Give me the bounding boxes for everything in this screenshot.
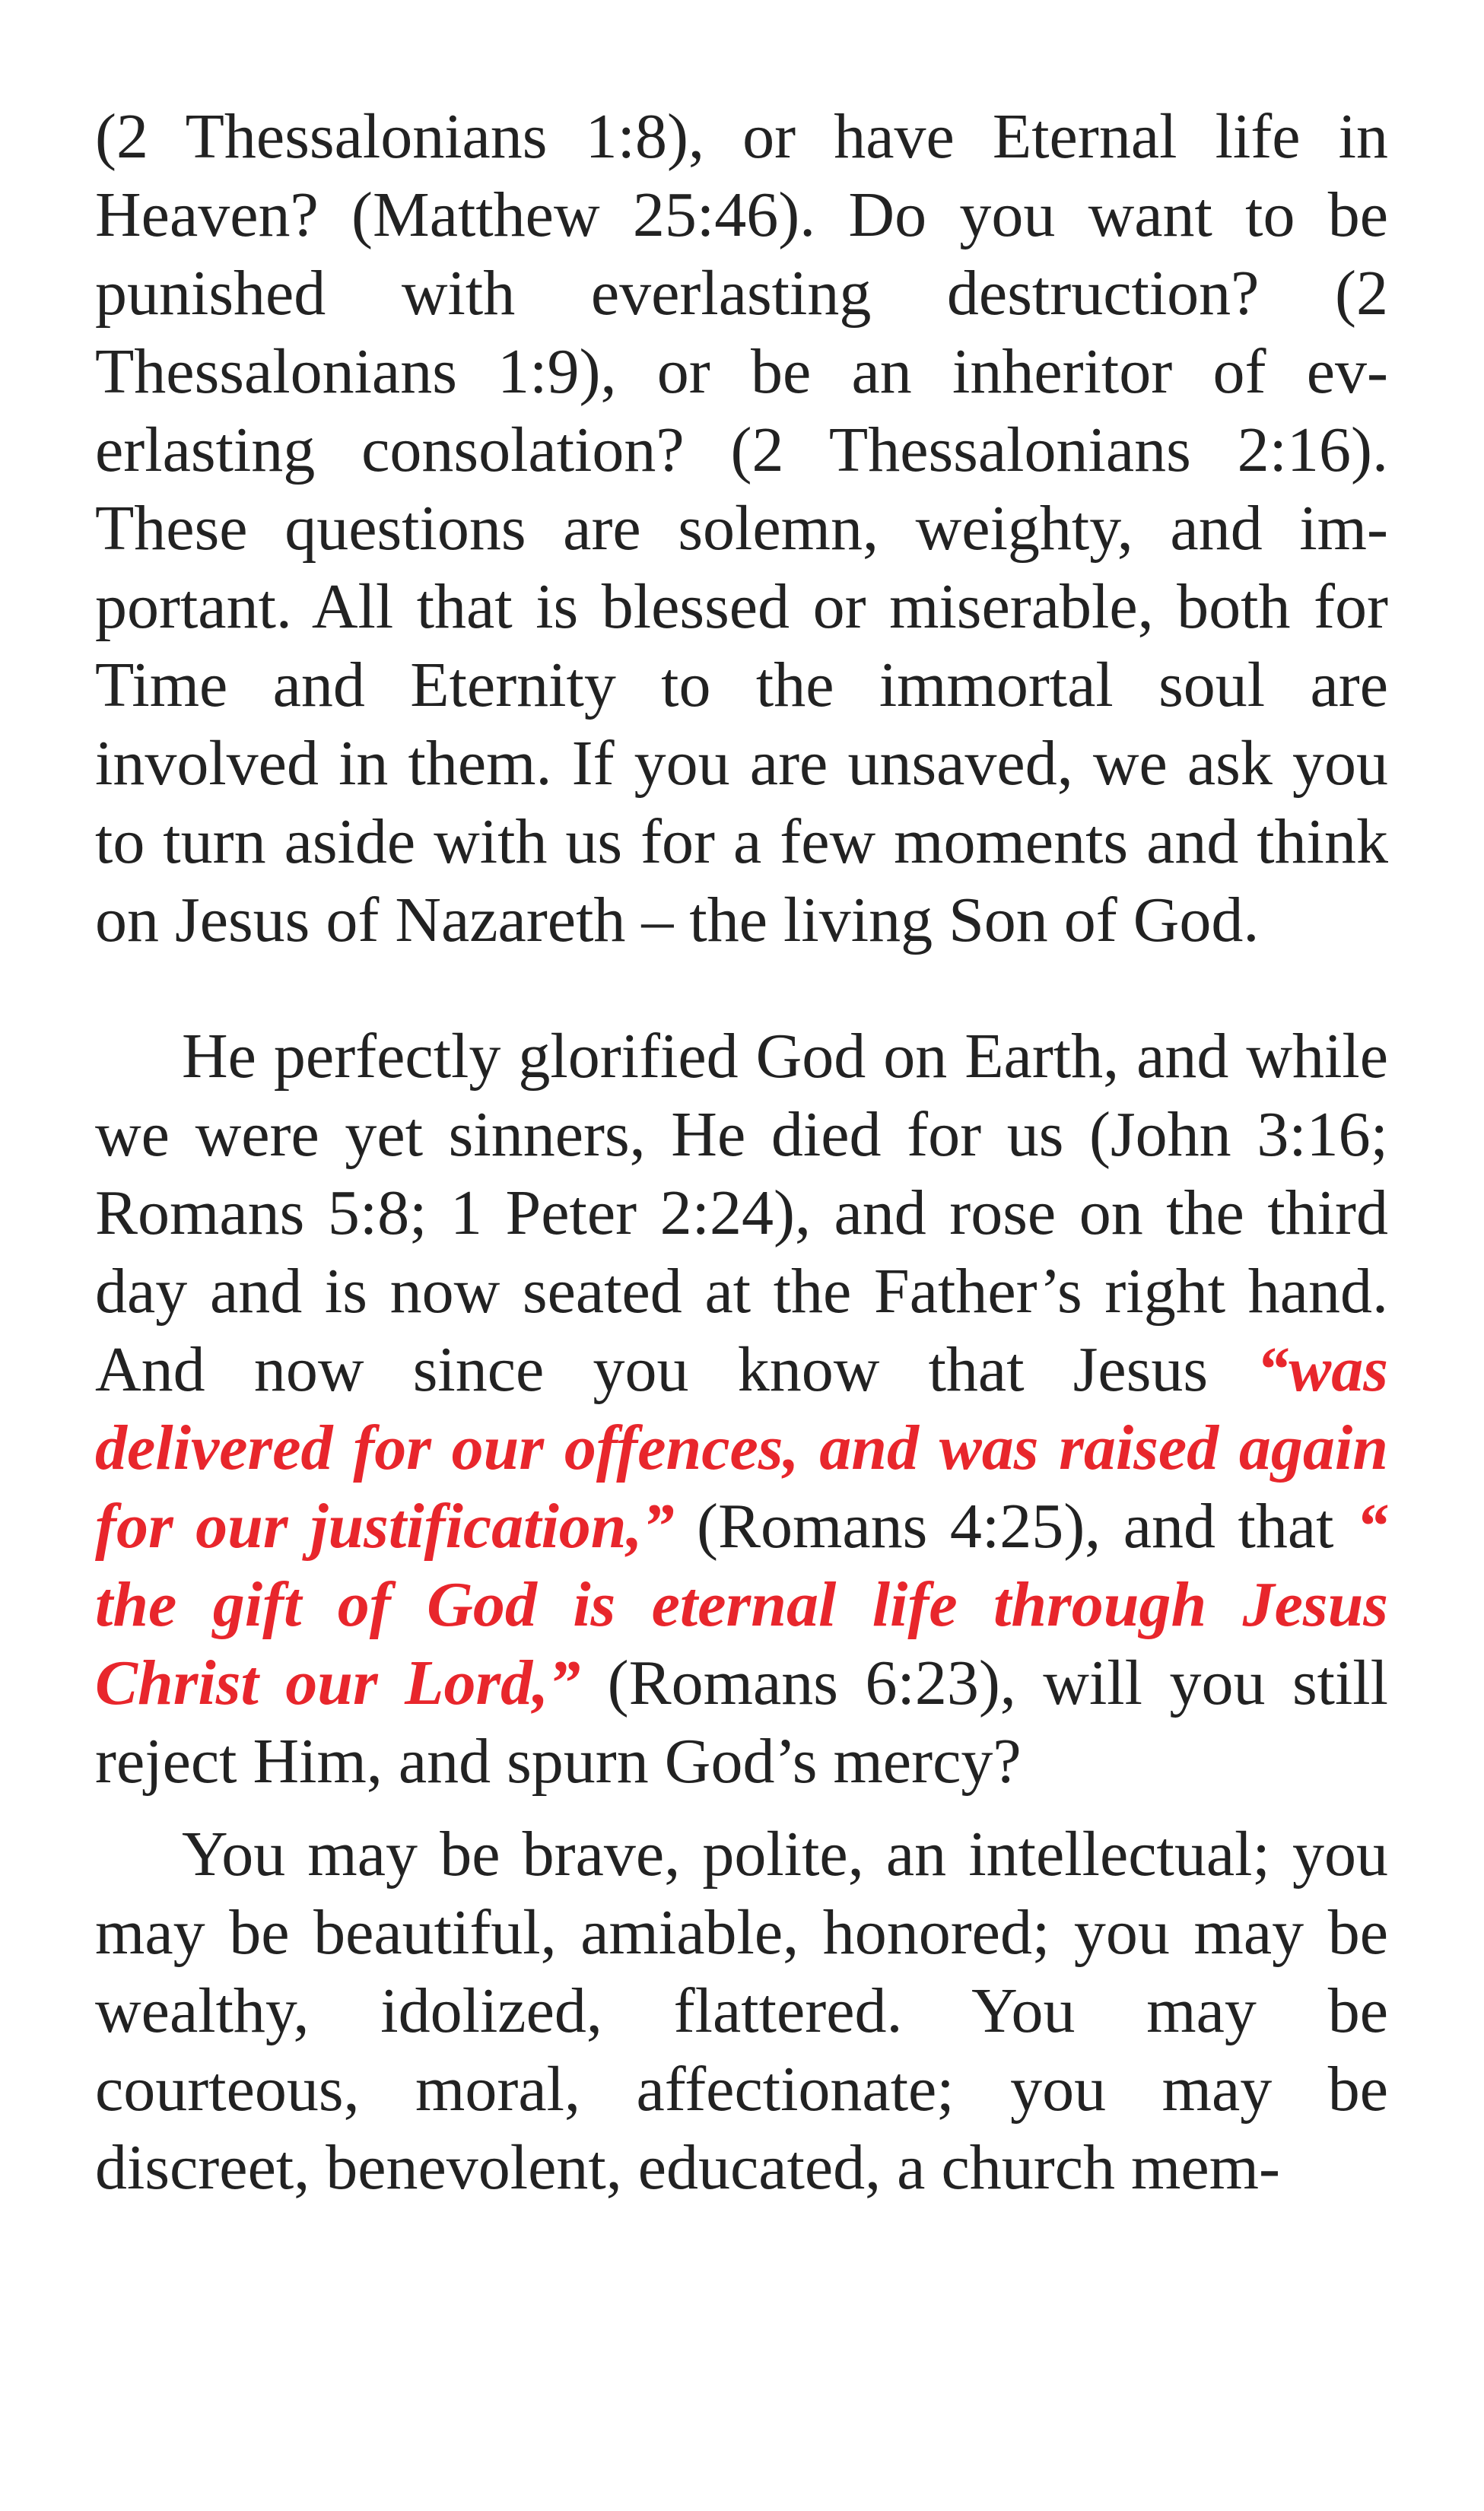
paragraph-text-segment: He perfectly glorified God on Earth, and while we were yet sinners, He died for us (John 3:16; Romans 5:8; 1 Peter 2:24), and rose on the third day and is now seated at the Father’s right hand. And now since you know that Jesus [95, 1021, 1388, 1405]
paragraph-spacer [95, 1801, 1388, 1815]
paragraph-eternal-life: (2 Thessalonians 1:8), or have Eternal life in Heaven? (Matthew 25:46). Do you want to be punished with everlasting destruction? (2 Thessalonians 1:9), or be an inheritor of everlasting consolation? (2 Thessalonians 2:16). These questions are solemn, weighty, and important. All that is blessed or miserable, both for Time and Eternity to the immortal soul are involved in them. If you are unsaved, we ask you to turn aside with us for a few moments and think on Jesus of Nazareth – the living Son of God. [95, 101, 1388, 955]
paragraph-glorified-god [95, 1017, 1388, 1801]
paragraph-text-segment: (Romans 4:25), and that [674, 1491, 1356, 1562]
scripture-quote-romans-6-23: “ the gift of God is eternal life through Jesus Christ our Lord,” [95, 1491, 1388, 1718]
paragraph-spacer [95, 959, 1388, 1017]
paragraph-text-segment: (Romans 6:23), will you still reject Him, and spurn God’s mercy? [95, 1648, 1388, 1797]
document-page [95, 97, 1388, 2207]
scripture-quote-romans-4-25: “was delivered for our offences, and was raised again for our justification,” [95, 1334, 1388, 1562]
paragraph-you-may-be: You may be brave, polite, an intellectual; you may be beautiful, amiable, honored; you may be wealthy, idolized, flattered. You may be courteous, moral, affectionate; you may be discreet, benevolent, educated, a church mem- [95, 1819, 1388, 2203]
